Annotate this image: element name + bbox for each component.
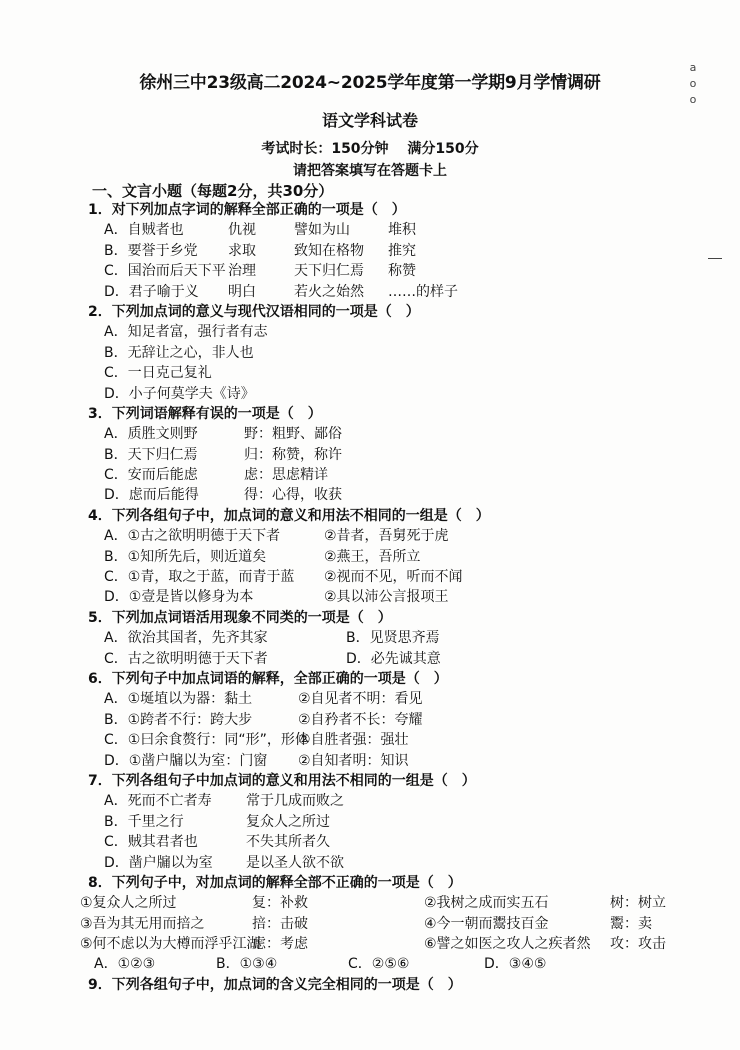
option-row bbox=[0, 218, 740, 238]
option-text: C．贼其君者也 bbox=[104, 834, 198, 851]
option-detail: 鬻：卖 bbox=[610, 915, 652, 932]
question-stem: 6．下列句子中加点词语的解释，全部正确的一项是（ ） bbox=[88, 670, 448, 687]
option-text: B．无辞让之心，非人也 bbox=[104, 344, 254, 361]
option-row bbox=[0, 912, 740, 932]
option-detail: ②自胜者强：强壮 bbox=[298, 732, 409, 749]
option-text: C．国治而后天下平 bbox=[104, 263, 226, 280]
question-stem: 9．下列各组句子中，加点词的含义完全相同的一项是（ ） bbox=[88, 976, 462, 993]
question-row bbox=[0, 198, 740, 218]
option-text: B．①跨者不行：跨大步 bbox=[104, 711, 253, 728]
option-detail: ②自见者不明：看见 bbox=[298, 691, 423, 708]
option-text: D．①壹是皆以修身为本 bbox=[104, 589, 254, 606]
option-row bbox=[0, 647, 740, 667]
question-stem: 2．下列加点词的意义与现代汉语相同的一项是（ ） bbox=[88, 303, 420, 320]
option-row bbox=[0, 320, 740, 340]
option-detail: 树：树立 bbox=[610, 895, 666, 912]
option-detail: 野：粗野、鄙俗 bbox=[244, 426, 342, 443]
option-row bbox=[0, 687, 740, 707]
option-row bbox=[0, 483, 740, 503]
option-text: ③吾为其无用而掊之 bbox=[80, 915, 205, 932]
question-stem: 5．下列加点词语活用现象不同类的一项是（ ） bbox=[88, 609, 392, 626]
option-detail: ②自矜者不长：夸耀 bbox=[298, 711, 423, 728]
option-detail: 明白 bbox=[228, 283, 256, 300]
option-row bbox=[0, 952, 740, 972]
question-row bbox=[0, 973, 740, 993]
question-row bbox=[0, 300, 740, 320]
option-text: A．质胜文则野 bbox=[104, 426, 198, 443]
option-detail: D．必先诚其意 bbox=[346, 650, 441, 667]
margin-mark: o bbox=[689, 77, 697, 90]
option-detail: 仇视 bbox=[228, 222, 256, 239]
option-text: A．①古之欲明明德于天下者 bbox=[104, 528, 281, 545]
option-detail: 复众人之所过 bbox=[246, 813, 330, 830]
question-stem: 8．下列句子中，对加点词的解释全部不正确的一项是（ ） bbox=[88, 874, 462, 891]
option-detail: 若火之始然 bbox=[294, 283, 364, 300]
option-text: C．一日克己复礼 bbox=[104, 365, 212, 382]
answer-instruction: 请把答案填写在答题卡上 bbox=[293, 163, 447, 179]
option-detail: 得：心得，收获 bbox=[244, 487, 342, 504]
question-stem: 1．对下列加点字词的解释全部正确的一项是（ ） bbox=[88, 202, 406, 218]
option-detail: ⑥譬之如医之攻人之疾者然 bbox=[424, 936, 591, 953]
option-row bbox=[0, 789, 740, 809]
option-text: D．小子何莫学夫《诗》 bbox=[104, 385, 255, 402]
question-row bbox=[0, 504, 740, 524]
option-detail: 堆积 bbox=[388, 222, 416, 239]
option-detail: 治理 bbox=[228, 263, 256, 280]
option-row bbox=[0, 626, 740, 646]
option-row bbox=[0, 932, 740, 952]
option-text: A．自贼者也 bbox=[104, 222, 184, 239]
exam-info: 考试时长：150分钟 满分150分 bbox=[261, 141, 479, 157]
option-row bbox=[0, 830, 740, 850]
option-row bbox=[0, 280, 740, 300]
option-detail: B．①③④ bbox=[216, 956, 278, 973]
option-detail: 天下归仁焉 bbox=[294, 263, 364, 280]
option-text: ⑤何不虑以为大樽而浮乎江湖 bbox=[80, 936, 261, 953]
option-detail: ②具以沛公言报项王 bbox=[324, 589, 449, 606]
option-row bbox=[0, 341, 740, 361]
option-text: C．安而后能虑 bbox=[104, 467, 198, 484]
option-row bbox=[0, 708, 740, 728]
option-detail: 归：称赞，称许 bbox=[244, 446, 342, 463]
option-text: D．①凿户牖以为室：门窗 bbox=[104, 752, 268, 769]
option-text: A．欲治其国者，先齐其家 bbox=[104, 630, 268, 647]
option-detail: ④今一朝而鬻技百金 bbox=[424, 915, 549, 932]
option-detail: ②视而不见，听而不闻 bbox=[324, 569, 463, 586]
question-stem: 4．下列各组句子中，加点词的意义和用法不相同的一组是（ ） bbox=[88, 507, 490, 524]
option-detail: 攻：攻击 bbox=[610, 936, 666, 953]
question-stem: 7．下列各组句子中加点词的意义和用法不相同的一组是（ ） bbox=[88, 772, 476, 789]
option-row bbox=[0, 851, 740, 871]
option-detail: C．②⑤⑥ bbox=[348, 956, 410, 973]
option-text: A．死而不亡者寿 bbox=[104, 793, 212, 810]
question-list bbox=[0, 198, 740, 993]
option-text: B．要誉于乡党 bbox=[104, 242, 198, 259]
option-detail: 推究 bbox=[388, 242, 416, 259]
option-row bbox=[0, 545, 740, 565]
option-detail: 虑：思虑精详 bbox=[244, 467, 328, 484]
question-row bbox=[0, 769, 740, 789]
option-detail: 虑：考虑 bbox=[252, 936, 308, 953]
margin-mark: a bbox=[689, 61, 697, 74]
option-text: C．古之欲明明德于天下者 bbox=[104, 650, 268, 667]
question-row bbox=[0, 402, 740, 422]
question-stem: 3．下列词语解释有误的一项是（ ） bbox=[88, 405, 322, 422]
option-row bbox=[0, 810, 740, 830]
option-detail: 常于几成而败之 bbox=[246, 793, 344, 810]
option-detail: ②自知者明：知识 bbox=[298, 752, 409, 769]
option-text: ①复众人之所过 bbox=[80, 895, 177, 912]
option-detail: 譬如为山 bbox=[294, 222, 350, 239]
option-detail: ②昔者，吾舅死于虎 bbox=[324, 528, 449, 545]
option-text: A．知足者富，强行者有志 bbox=[104, 324, 268, 341]
option-row bbox=[0, 361, 740, 381]
option-row bbox=[0, 259, 740, 279]
option-row bbox=[0, 463, 740, 483]
option-text: B．千里之行 bbox=[104, 813, 184, 830]
question-row bbox=[0, 871, 740, 891]
option-text: A．①②③ bbox=[94, 956, 156, 973]
option-text: D．虑而后能得 bbox=[104, 487, 199, 504]
option-detail: 称赞 bbox=[388, 263, 416, 280]
question-row bbox=[0, 667, 740, 687]
option-row bbox=[0, 565, 740, 585]
option-text: D．凿户牖以为室 bbox=[104, 854, 213, 871]
option-detail: ②燕王，吾所立 bbox=[324, 548, 421, 565]
option-detail: D．③④⑤ bbox=[484, 956, 547, 973]
option-text: C．①青，取之于蓝，而青于蓝 bbox=[104, 569, 295, 586]
option-detail: ……的样子 bbox=[388, 283, 458, 300]
option-detail: 不失其所者久 bbox=[246, 834, 330, 851]
option-text: B．天下归仁焉 bbox=[104, 446, 198, 463]
subject-title: 语文学科试卷 bbox=[321, 111, 418, 130]
option-row bbox=[0, 422, 740, 442]
option-row bbox=[0, 891, 740, 911]
section-title: 一、文言小题（每题2分，共30分） bbox=[92, 182, 334, 200]
option-text: D．君子喻于义 bbox=[104, 283, 199, 300]
option-detail: B．见贤思齐焉 bbox=[346, 630, 440, 647]
option-text: C．①曰余食赘行：同“形”，形体 bbox=[104, 732, 309, 749]
option-row bbox=[0, 443, 740, 463]
option-row bbox=[0, 728, 740, 748]
option-detail: 复：补救 bbox=[252, 895, 308, 912]
option-detail: 致知在格物 bbox=[294, 242, 364, 259]
question-row bbox=[0, 606, 740, 626]
option-row bbox=[0, 524, 740, 544]
option-detail: 掊：击破 bbox=[252, 915, 308, 932]
option-row bbox=[0, 239, 740, 259]
exam-title: 徐州三中23级高二2024~2025学年度第一学期9月学情调研 bbox=[139, 73, 601, 93]
option-row bbox=[0, 585, 740, 605]
option-detail: 求取 bbox=[228, 242, 256, 259]
option-detail: ②我树之成而实五石 bbox=[424, 895, 549, 912]
option-row bbox=[0, 382, 740, 402]
margin-mark: o bbox=[689, 93, 697, 106]
margin-marks bbox=[687, 60, 699, 108]
option-text: A．①埏埴以为器：黏土 bbox=[104, 691, 253, 708]
option-row bbox=[0, 749, 740, 769]
option-text: B．①知所先后，则近道矣 bbox=[104, 548, 267, 565]
option-detail: 是以圣人欲不欲 bbox=[246, 854, 344, 871]
